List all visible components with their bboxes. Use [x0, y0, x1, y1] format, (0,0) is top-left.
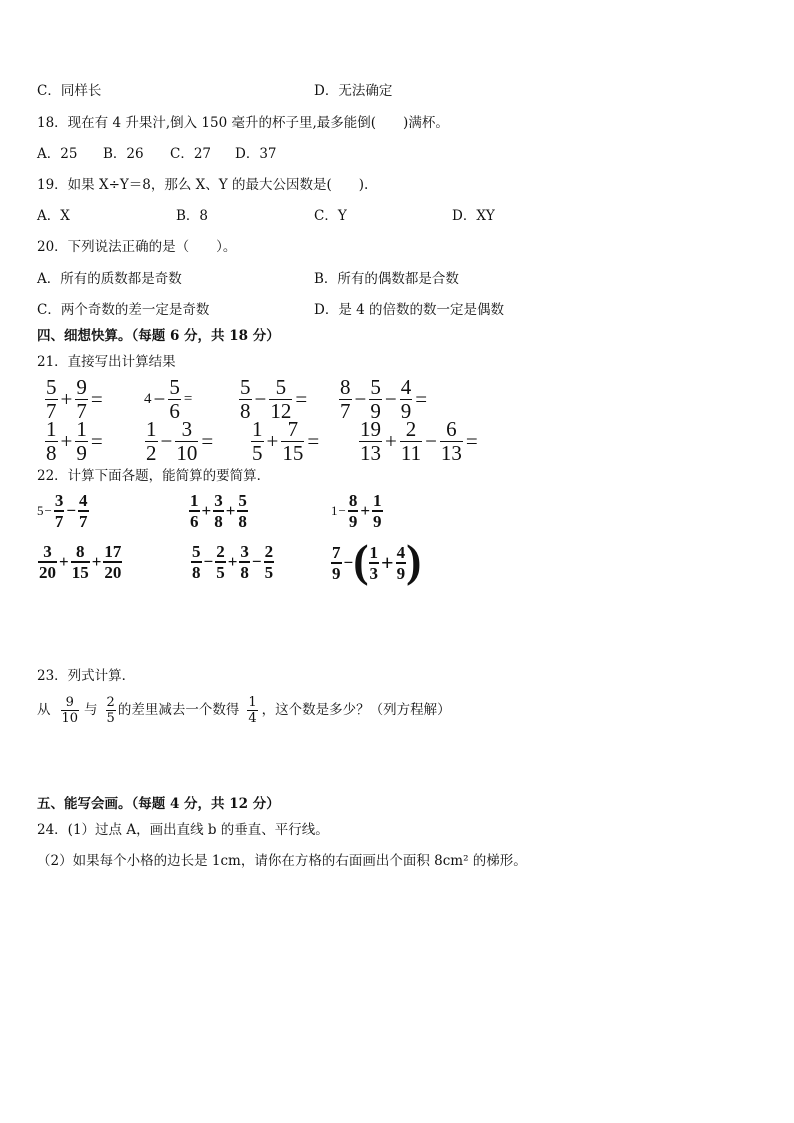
numerator: 5 — [238, 491, 247, 510]
q19-option-d: D．XY — [452, 208, 495, 224]
operator: + — [201, 501, 212, 520]
numerator: 17 — [104, 542, 122, 561]
denominator: 8 — [214, 512, 223, 531]
denominator: 9 — [400, 399, 412, 423]
q19-option-b: B．8 — [176, 208, 209, 224]
equals: = — [201, 429, 214, 453]
numerator: 5 — [275, 375, 287, 399]
denominator: 8 — [192, 563, 201, 582]
operator: − — [354, 387, 367, 411]
operator: + — [360, 501, 371, 520]
q20-option-b: B．所有的偶数都是合数 — [314, 271, 459, 287]
q21-expr-5 — [44, 419, 105, 464]
denominator: 9 — [396, 564, 406, 583]
denominator: 10 — [61, 711, 79, 726]
numerator: 2 — [106, 695, 115, 710]
denominator: 5 — [106, 711, 115, 726]
q22-expr-3 — [331, 492, 384, 530]
denominator: 7 — [54, 512, 64, 531]
operator: + — [60, 429, 73, 453]
numerator: 4 — [396, 543, 406, 562]
numerator: 3 — [54, 491, 64, 510]
q21-expr-2 — [144, 377, 194, 422]
denominator: 2 — [146, 441, 157, 465]
denominator: 9 — [373, 512, 382, 531]
operator: + — [225, 501, 236, 520]
q21-text: 21．直接写出计算结果 — [37, 354, 176, 370]
q21-expr-7 — [250, 419, 321, 464]
denominator: 20 — [104, 563, 122, 582]
operator: − — [254, 387, 267, 411]
q18-text: 18．现在有 4 升果汁,倒入 150 毫升的杯子里,最多能倒( )满杯。 — [37, 115, 449, 131]
numerator: 4 — [79, 491, 88, 510]
q24-part2: （2）如果每个小格的边长是 1cm，请你在方格的右面画出个面积 8cm² 的梯形。 — [37, 853, 527, 869]
q21-expr-8 — [358, 419, 480, 464]
denominator: 20 — [39, 563, 56, 582]
numerator: 5 — [169, 375, 180, 399]
numerator: 1 — [248, 695, 257, 710]
equals: = — [90, 387, 103, 411]
operator: − — [251, 552, 262, 571]
operator: − — [66, 501, 77, 520]
numerator: 5 — [240, 375, 251, 399]
denominator: 7 — [76, 399, 87, 423]
operator: + — [60, 387, 73, 411]
denominator: 6 — [190, 512, 199, 531]
q23-text-part: ，这个数是多少？（列方程解） — [261, 701, 451, 718]
operator: + — [381, 550, 394, 575]
numerator: 1 — [252, 417, 263, 441]
denominator: 7 — [340, 399, 351, 423]
q18-option-a: A．25 — [37, 146, 78, 162]
numerator: 5 — [46, 375, 57, 399]
q19-text: 19．如果 X÷Y＝8，那么 X、Y 的最大公因数是( ). — [37, 177, 369, 193]
section-4-heading: 四、细想快算。（每题 6 分，共 18 分） — [37, 328, 280, 344]
numerator: 8 — [75, 542, 85, 561]
whole-number: 5 — [37, 503, 44, 518]
numerator: 7 — [332, 543, 341, 562]
numerator: 7 — [287, 417, 299, 441]
q22-expr-4 — [37, 543, 123, 581]
left-parenthesis: ( — [353, 535, 369, 586]
denominator: 5 — [252, 441, 263, 465]
numerator: 19 — [360, 417, 381, 441]
numerator: 3 — [181, 417, 193, 441]
numerator: 9 — [76, 375, 87, 399]
operator: + — [385, 429, 397, 453]
denominator: 9 — [76, 441, 87, 465]
numerator: 8 — [348, 491, 358, 510]
equals: = — [295, 387, 308, 411]
q18-option-d: D．37 — [235, 146, 277, 162]
numerator: 9 — [65, 695, 74, 710]
q22-expr-2 — [188, 492, 249, 530]
q23-text: 23．列式计算． — [37, 668, 136, 684]
operator: − — [153, 387, 166, 411]
denominator: 15 — [71, 563, 89, 582]
equals: = — [183, 391, 193, 407]
denominator: 13 — [360, 441, 381, 465]
denominator: 5 — [264, 563, 274, 582]
operator: − — [384, 387, 397, 411]
equals: = — [307, 429, 320, 453]
q23-text-part: 从 — [37, 701, 51, 718]
q21-expr-3 — [238, 377, 309, 422]
numerator: 1 — [369, 543, 379, 562]
q24-part1: 24．(1）过点 A，画出直线 b 的垂直、平行线。 — [37, 822, 329, 838]
denominator: 13 — [440, 441, 462, 465]
numerator: 1 — [76, 417, 87, 441]
numerator: 3 — [43, 542, 52, 561]
section-5-heading: 五、能写会画。（每题 4 分，共 12 分） — [37, 796, 280, 812]
numerator: 5 — [192, 542, 201, 561]
numerator: 1 — [373, 491, 382, 510]
operator: + — [266, 429, 279, 453]
operator: − — [425, 429, 437, 453]
denominator: 8 — [240, 563, 249, 582]
numerator: 3 — [240, 542, 249, 561]
denominator: 3 — [369, 564, 379, 583]
numerator: 6 — [446, 417, 457, 441]
denominator: 4 — [248, 711, 257, 726]
q17-option-c: C．同样长 — [37, 83, 102, 99]
q23-question — [37, 696, 451, 725]
operator: + — [91, 552, 102, 571]
whole-number: 4 — [144, 391, 152, 407]
q23-text-part: 与 — [84, 701, 98, 718]
numerator: 2 — [264, 542, 274, 561]
q20-option-d: D．是 4 的倍数的数一定是偶数 — [314, 302, 504, 318]
numerator: 1 — [190, 491, 199, 510]
q22-text: 22．计算下面各题，能简算的要简算． — [37, 468, 271, 484]
denominator: 7 — [46, 399, 57, 423]
numerator: 8 — [340, 375, 351, 399]
denominator: 9 — [348, 512, 358, 531]
equals: = — [90, 429, 103, 453]
operator: − — [343, 553, 354, 572]
denominator: 8 — [238, 512, 247, 531]
equals: = — [465, 429, 478, 453]
denominator: 10 — [176, 441, 198, 465]
operator: + — [227, 552, 238, 571]
operator: − — [338, 503, 346, 518]
denominator: 8 — [240, 399, 251, 423]
q20-option-a: A．所有的质数都是奇数 — [37, 271, 182, 287]
q21-expr-4 — [338, 377, 429, 422]
q18-option-c: C．27 — [170, 146, 212, 162]
numerator: 2 — [216, 542, 225, 561]
q21-expr-6 — [144, 419, 215, 464]
q20-option-c: C．两个奇数的差一定是奇数 — [37, 302, 210, 318]
q22-expr-1 — [37, 492, 90, 530]
q20-text: 20．下列说法正确的是（ ）。 — [37, 239, 237, 255]
denominator: 11 — [400, 441, 422, 465]
operator: − — [160, 429, 173, 453]
operator: − — [44, 503, 52, 518]
denominator: 12 — [270, 399, 292, 423]
q22-expr-6 — [330, 535, 422, 586]
numerator: 1 — [46, 417, 57, 441]
operator: + — [59, 552, 69, 571]
numerator: 3 — [214, 491, 223, 510]
denominator: 5 — [216, 563, 225, 582]
q23-text-part: 的差里减去一个数得 — [117, 701, 240, 718]
denominator: 9 — [370, 399, 381, 423]
denominator: 15 — [282, 441, 304, 465]
numerator: 2 — [405, 417, 417, 441]
q19-option-c: C．Y — [314, 208, 347, 224]
q17-option-d: D．无法确定 — [314, 83, 393, 99]
q19-option-a: A．X — [37, 208, 70, 224]
numerator: 4 — [400, 375, 412, 399]
denominator: 6 — [169, 399, 180, 423]
whole-number: 1 — [331, 503, 338, 518]
operator: − — [203, 552, 214, 571]
equals: = — [415, 387, 428, 411]
denominator: 8 — [46, 441, 57, 465]
q18-option-b: B．26 — [103, 146, 144, 162]
numerator: 1 — [146, 417, 157, 441]
numerator: 5 — [370, 375, 381, 399]
q21-expr-1 — [44, 377, 105, 422]
denominator: 7 — [79, 512, 88, 531]
q22-expr-5 — [190, 543, 275, 581]
denominator: 9 — [332, 564, 341, 583]
right-parenthesis: ) — [406, 535, 422, 586]
